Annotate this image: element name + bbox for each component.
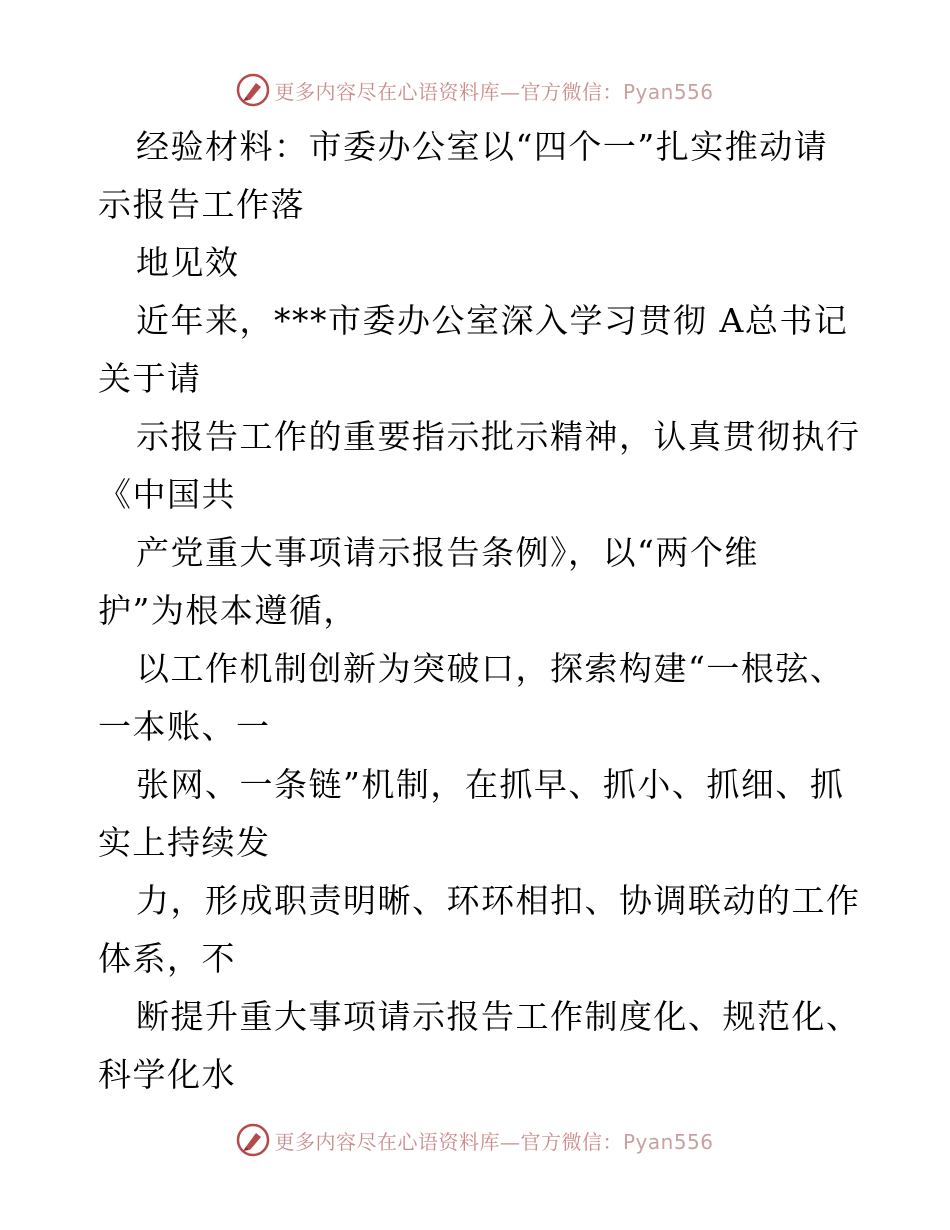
text-line: 产党重大事项请示报告条例》，以“两个维 <box>136 533 759 572</box>
document-body <box>98 118 868 1104</box>
watermark-text: 更多内容尽在心语资料库—官方微信：Pyan556 <box>274 79 714 104</box>
text-line: 《中国共 <box>98 475 236 514</box>
text-line: 关于请 <box>98 359 202 398</box>
watermark-text: 更多内容尽在心语资料库—官方微信：Pyan556 <box>274 1129 714 1154</box>
text-line: 护”为根本遵循， <box>98 591 358 630</box>
text-line: 地见效 <box>136 243 240 282</box>
text-line: 以工作机制创新为突破口，探索构建“一根弦、 <box>136 649 845 688</box>
text-line: 一本账、一 <box>98 707 271 746</box>
header-watermark <box>0 70 950 110</box>
text-line: 示报告工作落 <box>98 185 305 224</box>
text-line: 科学化水 <box>98 1055 236 1094</box>
text-line: 力，形成职责明晰、环环相扣、协调联动的工作 <box>136 881 861 920</box>
text-line: 断提升重大事项请示报告工作制度化、规范化、 <box>136 997 861 1036</box>
text-line: 体系，不 <box>98 939 236 978</box>
text-line: 实上持续发 <box>98 823 271 862</box>
text-line: 示报告工作的重要指示批示精神，认真贯彻执行 <box>136 417 861 456</box>
pen-nib-logo-icon <box>236 1123 270 1157</box>
pen-nib-logo-icon <box>236 73 270 107</box>
text-line: 张网、一条链”机制，在抓早、抓小、抓细、抓 <box>136 765 845 804</box>
text-line: 近年来，***市委办公室深入学习贯彻 A总书记 <box>136 301 849 340</box>
text-line: 经验材料：市委办公室以“四个一”扎实推动请 <box>136 127 829 166</box>
footer-watermark <box>0 1120 950 1160</box>
